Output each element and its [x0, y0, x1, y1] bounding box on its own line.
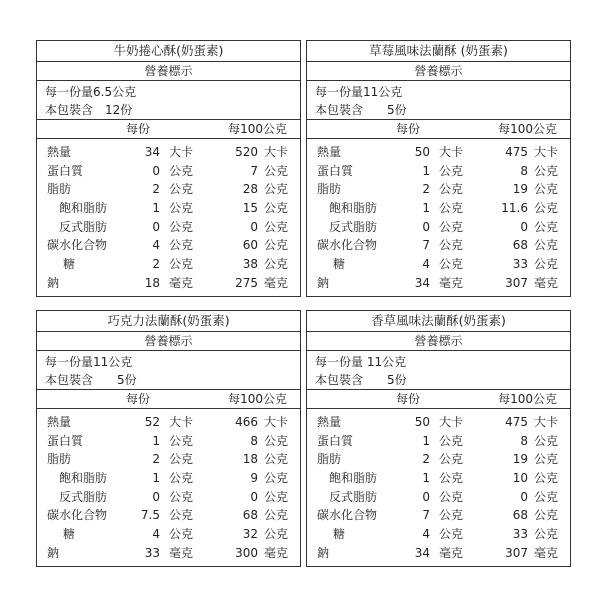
per-serving-value: 1: [422, 201, 430, 216]
nutrient-name: 飽和脂肪: [329, 201, 378, 216]
serving-size: 每一份量6.5公克: [45, 85, 137, 99]
per-serving-unit: 毫克: [169, 275, 194, 290]
column-per-serving: 每份: [125, 122, 150, 136]
per-serving-unit: 公克: [169, 471, 194, 486]
column-header: [37, 120, 300, 139]
nutrition-panel-chocolate: [36, 310, 301, 567]
per-100g-value: 8: [520, 433, 528, 448]
nutrient-row: [307, 450, 570, 469]
per-serving-value: 0: [422, 219, 430, 234]
per-100g-unit: 公克: [533, 219, 558, 234]
nutrient-name: 熱量: [47, 145, 72, 159]
per-100g-value: 8: [520, 163, 528, 178]
per-100g-value: 300: [235, 545, 258, 560]
per-serving-value: 2: [422, 182, 430, 197]
per-100g-value: 475: [505, 415, 528, 429]
servings-per-package: 本包裝含 5份: [315, 373, 407, 387]
per-serving-value: 34: [144, 145, 160, 159]
nutrient-row: [307, 525, 570, 544]
nutrient-rows: [37, 409, 300, 566]
nutrient-row: [37, 544, 300, 563]
per-100g-value: 275: [235, 275, 258, 290]
per-serving-unit: 公克: [169, 527, 194, 542]
column-per-100g: 每100公克: [228, 122, 287, 136]
per-serving-unit: 公克: [439, 508, 464, 523]
per-100g-unit: 公克: [263, 433, 288, 448]
per-100g-value: 32: [242, 527, 258, 542]
per-100g-unit: 毫克: [263, 545, 288, 560]
per-serving-value: 0: [152, 219, 160, 234]
per-serving-unit: 公克: [169, 433, 194, 448]
per-100g-unit: 公克: [263, 238, 288, 253]
per-serving-unit: 公克: [439, 219, 464, 234]
serving-info: [307, 81, 570, 120]
nutrient-row: [307, 199, 570, 218]
nutrient-row: [307, 413, 570, 432]
nutrient-row: [37, 218, 300, 237]
per-100g-value: 8: [250, 433, 258, 448]
per-serving-value: 52: [144, 415, 160, 429]
per-serving-value: 1: [422, 163, 430, 178]
per-serving-value: 18: [144, 275, 160, 290]
per-100g-value: 0: [250, 219, 258, 234]
per-100g-unit: 公克: [263, 163, 288, 178]
nutrient-row: [37, 180, 300, 199]
nutrient-row: [307, 488, 570, 507]
per-serving-value: 33: [144, 545, 160, 560]
per-serving-unit: 大卡: [439, 415, 464, 429]
per-serving-value: 1: [152, 201, 160, 216]
per-serving-unit: 公克: [439, 471, 464, 486]
per-100g-unit: 公克: [533, 257, 558, 272]
nutrient-row: [37, 413, 300, 432]
per-serving-value: 1: [422, 433, 430, 448]
nutrient-row: [307, 162, 570, 181]
nutrient-name: 糖: [63, 257, 76, 272]
per-100g-unit: 毫克: [533, 545, 558, 560]
nutrient-name: 碳水化合物: [317, 238, 378, 253]
per-serving-value: 2: [422, 452, 430, 467]
per-100g-unit: 公克: [263, 489, 288, 504]
column-per-100g: 每100公克: [228, 392, 287, 406]
per-100g-value: 0: [250, 489, 258, 504]
per-serving-unit: 大卡: [439, 145, 464, 159]
product-title: 巧克力法蘭酥(奶蛋素): [37, 311, 300, 332]
nutrient-name: 脂肪: [47, 182, 72, 197]
nutrition-label-heading: 營養標示: [307, 332, 570, 351]
nutrient-row: [307, 255, 570, 274]
nutrient-name: 蛋白質: [317, 163, 354, 178]
per-serving-unit: 毫克: [439, 275, 464, 290]
per-serving-unit: 公克: [439, 238, 464, 253]
column-header: [307, 120, 570, 139]
per-serving-value: 1: [422, 471, 430, 486]
per-serving-unit: 公克: [439, 163, 464, 178]
per-serving-value: 4: [152, 238, 160, 253]
nutrient-row: [307, 180, 570, 199]
nutrient-row: [37, 525, 300, 544]
nutrient-name: 熱量: [317, 145, 342, 159]
per-serving-value: 0: [422, 489, 430, 504]
per-serving-unit: 大卡: [169, 145, 194, 159]
nutrient-rows: [37, 139, 300, 296]
nutrient-name: 糖: [333, 527, 346, 542]
nutrition-label-heading: 營養標示: [307, 62, 570, 81]
per-serving-unit: 公克: [439, 201, 464, 216]
per-100g-unit: 公克: [533, 238, 558, 253]
servings-per-package: 本包裝含 5份: [315, 103, 407, 117]
per-100g-value: 33: [512, 257, 528, 272]
per-100g-value: 0: [520, 219, 528, 234]
nutrient-rows: [307, 409, 570, 566]
per-100g-unit: 公克: [533, 163, 558, 178]
serving-size: 每一份量 11公克: [315, 355, 407, 369]
per-serving-value: 2: [152, 452, 160, 467]
per-serving-unit: 公克: [439, 182, 464, 197]
nutrient-row: [307, 469, 570, 488]
nutrient-name: 蛋白質: [47, 163, 84, 178]
nutrition-panel-milk-roll: [36, 40, 301, 297]
nutrient-row: [37, 236, 300, 255]
per-100g-unit: 公克: [533, 527, 558, 542]
per-serving-value: 2: [152, 182, 160, 197]
nutrient-name: 脂肪: [317, 452, 342, 467]
per-100g-unit: 公克: [533, 182, 558, 197]
nutrient-name: 碳水化合物: [47, 238, 108, 253]
nutrient-row: [307, 218, 570, 237]
per-100g-value: 68: [512, 238, 528, 253]
per-serving-value: 7.5: [140, 508, 160, 523]
per-100g-unit: 公克: [263, 471, 288, 486]
per-serving-value: 0: [152, 163, 160, 178]
nutrient-name: 反式脂肪: [329, 219, 378, 234]
per-serving-value: 34: [414, 275, 430, 290]
nutrient-row: [307, 544, 570, 563]
nutrient-row: [307, 274, 570, 293]
nutrient-name: 反式脂肪: [329, 489, 378, 504]
nutrient-row: [307, 432, 570, 451]
per-serving-unit: 公克: [439, 257, 464, 272]
per-serving-unit: 毫克: [169, 545, 194, 560]
per-100g-value: 7: [250, 163, 258, 178]
per-serving-unit: 公克: [439, 452, 464, 467]
nutrient-name: 鈉: [317, 275, 330, 290]
nutrient-name: 反式脂肪: [59, 489, 108, 504]
nutrient-row: [37, 255, 300, 274]
per-100g-unit: 大卡: [263, 415, 288, 429]
nutrient-row: [37, 274, 300, 293]
nutrient-name: 碳水化合物: [47, 508, 108, 523]
per-serving-unit: 公克: [439, 489, 464, 504]
per-100g-unit: 公克: [263, 182, 288, 197]
product-title: 草莓風味法蘭酥 (奶蛋素): [307, 41, 570, 62]
servings-per-package: 本包裝含 5份: [45, 373, 137, 387]
per-100g-unit: 公克: [263, 201, 288, 216]
serving-info: [307, 351, 570, 390]
nutrient-name: 熱量: [47, 415, 72, 429]
per-100g-unit: 公克: [263, 452, 288, 467]
per-serving-value: 7: [422, 238, 430, 253]
serving-info: [37, 351, 300, 390]
per-serving-unit: 公克: [169, 257, 194, 272]
per-100g-unit: 毫克: [533, 275, 558, 290]
column-per-100g: 每100公克: [498, 392, 557, 406]
per-100g-unit: 公克: [263, 257, 288, 272]
per-100g-value: 68: [242, 508, 258, 523]
per-100g-value: 60: [242, 238, 258, 253]
nutrient-name: 飽和脂肪: [59, 201, 108, 216]
per-100g-value: 19: [512, 182, 528, 197]
per-100g-value: 38: [242, 257, 258, 272]
nutrient-row: [37, 432, 300, 451]
column-per-serving: 每份: [395, 122, 420, 136]
per-serving-unit: 公克: [169, 452, 194, 467]
per-serving-unit: 公克: [169, 163, 194, 178]
serving-size: 每一份量11公克: [315, 85, 403, 99]
per-100g-unit: 大卡: [533, 145, 558, 159]
per-100g-value: 520: [235, 145, 258, 159]
nutrient-name: 鈉: [317, 545, 330, 560]
per-100g-value: 307: [505, 275, 528, 290]
nutrient-name: 鈉: [47, 275, 60, 290]
per-serving-value: 4: [422, 257, 430, 272]
per-100g-value: 33: [512, 527, 528, 542]
nutrient-name: 糖: [333, 257, 346, 272]
per-100g-value: 10: [512, 471, 528, 486]
per-100g-value: 18: [242, 452, 258, 467]
per-serving-unit: 公克: [439, 527, 464, 542]
nutrient-row: [307, 506, 570, 525]
column-per-100g: 每100公克: [498, 122, 557, 136]
nutrient-row: [37, 143, 300, 162]
per-serving-value: 7: [422, 508, 430, 523]
per-100g-unit: 公克: [533, 508, 558, 523]
per-100g-unit: 公克: [263, 527, 288, 542]
nutrient-row: [307, 143, 570, 162]
per-serving-unit: 公克: [169, 201, 194, 216]
per-serving-value: 34: [414, 545, 430, 560]
per-100g-value: 466: [235, 415, 258, 429]
per-100g-value: 475: [505, 145, 528, 159]
per-100g-unit: 公克: [263, 508, 288, 523]
nutrient-name: 飽和脂肪: [329, 471, 378, 486]
column-header: [307, 390, 570, 409]
per-100g-unit: 公克: [533, 433, 558, 448]
nutrient-name: 糖: [63, 527, 76, 542]
per-100g-value: 68: [512, 508, 528, 523]
per-100g-unit: 公克: [533, 452, 558, 467]
per-serving-value: 1: [152, 471, 160, 486]
serving-info: [37, 81, 300, 120]
nutrient-name: 熱量: [317, 415, 342, 429]
per-serving-value: 50: [414, 145, 430, 159]
per-serving-unit: 公克: [169, 219, 194, 234]
per-100g-unit: 公克: [263, 219, 288, 234]
nutrient-row: [37, 199, 300, 218]
per-100g-unit: 公克: [533, 471, 558, 486]
nutrient-row: [37, 469, 300, 488]
nutrient-row: [37, 450, 300, 469]
nutrient-name: 蛋白質: [317, 433, 354, 448]
per-serving-value: 4: [152, 527, 160, 542]
nutrient-rows: [307, 139, 570, 296]
servings-per-package: 本包裝含 12份: [45, 103, 133, 117]
nutrient-name: 脂肪: [47, 452, 72, 467]
per-100g-unit: 毫克: [263, 275, 288, 290]
per-serving-unit: 公克: [169, 508, 194, 523]
per-100g-unit: 公克: [533, 201, 558, 216]
nutrient-row: [307, 236, 570, 255]
nutrient-row: [37, 162, 300, 181]
nutrient-row: [37, 488, 300, 507]
per-100g-unit: 大卡: [263, 145, 288, 159]
per-100g-value: 9: [250, 471, 258, 486]
column-header: [37, 390, 300, 409]
per-serving-value: 50: [414, 415, 430, 429]
column-per-serving: 每份: [395, 392, 420, 406]
per-serving-value: 2: [152, 257, 160, 272]
nutrient-name: 鈉: [47, 545, 60, 560]
nutrition-panel-vanilla: [306, 310, 571, 567]
per-serving-unit: 公克: [169, 182, 194, 197]
nutrition-label-heading: 營養標示: [37, 332, 300, 351]
per-100g-value: 307: [505, 545, 528, 560]
nutrient-name: 蛋白質: [47, 433, 84, 448]
per-serving-value: 0: [152, 489, 160, 504]
per-serving-unit: 公克: [439, 433, 464, 448]
nutrient-name: 脂肪: [317, 182, 342, 197]
serving-size: 每一份量11公克: [45, 355, 133, 369]
nutrient-name: 飽和脂肪: [59, 471, 108, 486]
per-serving-unit: 大卡: [169, 415, 194, 429]
nutrient-row: [37, 506, 300, 525]
per-serving-unit: 毫克: [439, 545, 464, 560]
nutrient-name: 反式脂肪: [59, 219, 108, 234]
per-serving-unit: 公克: [169, 238, 194, 253]
product-title: 牛奶捲心酥(奶蛋素): [37, 41, 300, 62]
product-title: 香草風味法蘭酥(奶蛋素): [307, 311, 570, 332]
per-100g-value: 0: [520, 489, 528, 504]
nutrition-panel-strawberry: [306, 40, 571, 297]
per-100g-value: 15: [242, 201, 258, 216]
per-serving-value: 1: [152, 433, 160, 448]
nutrient-name: 碳水化合物: [317, 508, 378, 523]
per-100g-value: 19: [512, 452, 528, 467]
per-serving-value: 4: [422, 527, 430, 542]
per-100g-unit: 大卡: [533, 415, 558, 429]
per-100g-value: 28: [242, 182, 258, 197]
nutrition-label-heading: 營養標示: [37, 62, 300, 81]
per-100g-value: 11.6: [501, 201, 528, 216]
column-per-serving: 每份: [125, 392, 150, 406]
per-serving-unit: 公克: [169, 489, 194, 504]
per-100g-unit: 公克: [533, 489, 558, 504]
